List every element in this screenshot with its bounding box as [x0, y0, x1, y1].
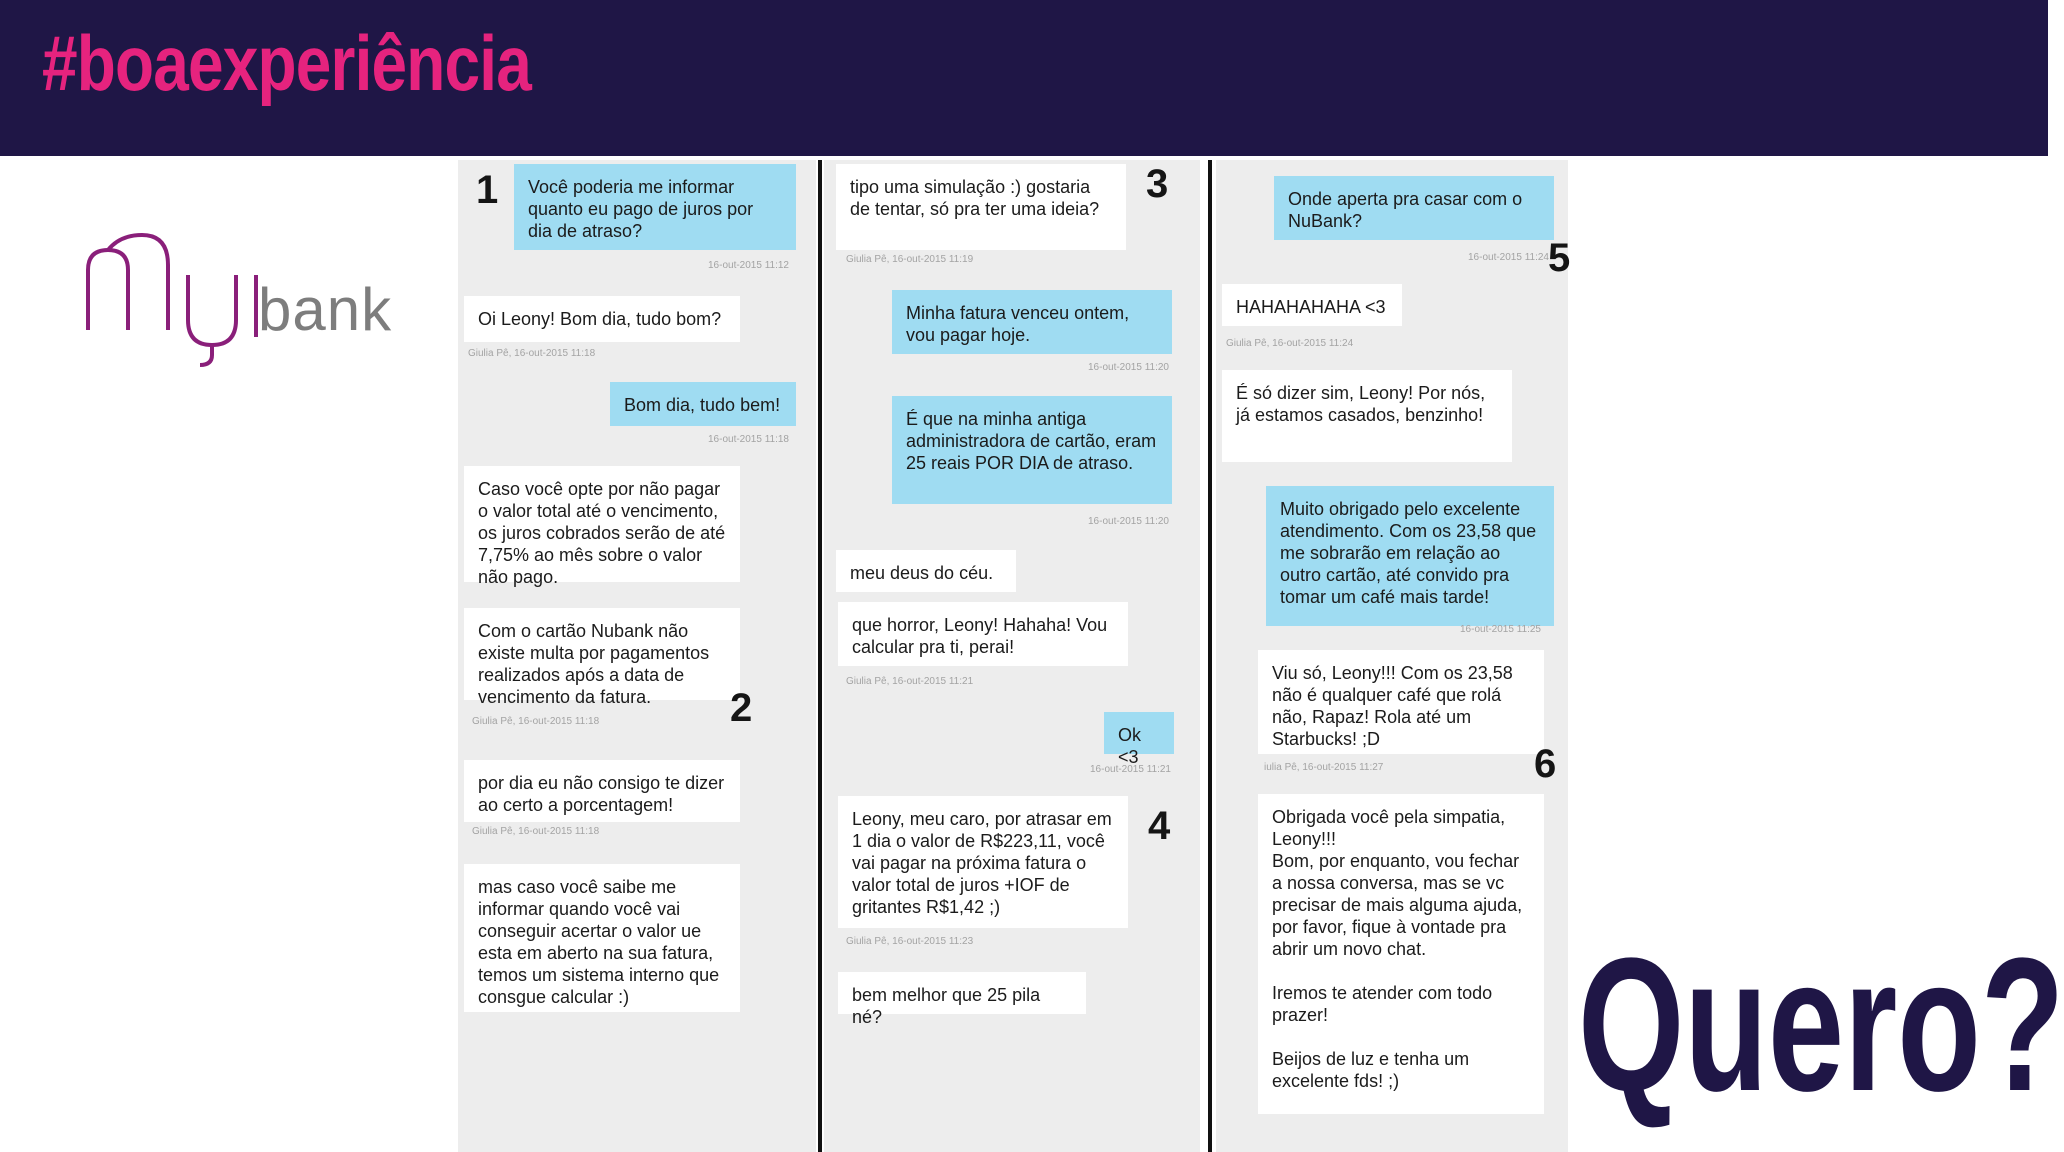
chat-bubble-user: Muito obrigado pelo excelente atendimento. Com os 23,58 que me sobrarão em relação ao outro cartão, até convido pra tomar um café mais tarde!: [1266, 486, 1554, 626]
message-timestamp: Giulia Pê, 16-out-2015 11:19: [846, 254, 974, 265]
chat-bubble-user: Você poderia me informar quanto eu pago de juros por dia de atraso?: [514, 164, 796, 250]
message-timestamp: iulia Pê, 16-out-2015 11:27: [1264, 762, 1384, 773]
chat-bubble-agent: Com o cartão Nubank não existe multa por pagamentos realizados após a data de vencimento da fatura.: [464, 608, 740, 700]
panel-divider: [818, 160, 822, 1152]
step-number: 5: [1548, 236, 1571, 280]
panel-divider: [1208, 160, 1212, 1152]
step-number: 6: [1534, 742, 1557, 786]
step-number: 3: [1146, 162, 1169, 206]
message-timestamp: Giulia Pê, 16-out-2015 11:18: [472, 716, 600, 727]
chat-bubble-user: Bom dia, tudo bem!: [610, 382, 796, 426]
message-timestamp: Giulia Pê, 16-out-2015 11:23: [846, 936, 974, 947]
message-timestamp: 16-out-2015 11:20: [1088, 516, 1169, 527]
chat-bubble-agent: meu deus do céu.: [836, 550, 1016, 592]
chat-panel-2: [824, 160, 1200, 1152]
chat-bubble-agent: bem melhor que 25 pila né?: [838, 972, 1086, 1014]
step-number: 1: [476, 168, 499, 212]
chat-panel-1: [458, 160, 816, 1152]
step-number: 2: [730, 686, 753, 730]
chat-panel-3: [1216, 160, 1571, 1152]
chat-bubble-agent: Viu só, Leony!!! Com os 23,58 não é qualquer café que rolá não, Rapaz! Rola até um Starbucks! ;D: [1258, 650, 1544, 754]
chat-bubble-user: É que na minha antiga administradora de cartão, eram 25 reais POR DIA de atraso.: [892, 396, 1172, 504]
message-timestamp: Giulia Pê, 16-out-2015 11:18: [472, 826, 600, 837]
message-timestamp: 16-out-2015 11:18: [708, 434, 789, 445]
call-to-action-text: Quero?: [1578, 919, 2064, 1131]
hashtag-title: #boaexperiência: [42, 19, 531, 107]
chat-bubble-user: Minha fatura venceu ontem, vou pagar hoje.: [892, 290, 1172, 354]
chat-bubble-agent: Leony, meu caro, por atrasar em 1 dia o valor de R$223,11, você vai pagar na próxima fatura o valor total de juros +IOF de gritantes R$1,42 ;): [838, 796, 1128, 928]
message-timestamp: Giulia Pê, 16-out-2015 11:21: [846, 676, 974, 687]
chat-bubble-agent: tipo uma simulação :) gostaria de tentar, só pra ter uma ideia?: [836, 164, 1126, 250]
message-timestamp: 16-out-2015 11:25: [1460, 624, 1541, 635]
step-number: 4: [1148, 804, 1171, 848]
chat-bubble-user: Onde aperta pra casar com o NuBank?: [1274, 176, 1554, 240]
message-timestamp: 16-out-2015 11:12: [708, 260, 789, 271]
message-timestamp: 16-out-2015 11:21: [1090, 764, 1171, 775]
chat-bubble-agent: que horror, Leony! Hahaha! Vou calcular pra ti, perai!: [838, 602, 1128, 666]
chat-bubble-agent: Caso você opte por não pagar o valor total até o vencimento, os juros cobrados serão de até 7,75% ao mês sobre o valor não pago.: [464, 466, 740, 582]
header-bar: [0, 0, 2048, 156]
chat-bubble-agent: Obrigada você pela simpatia, Leony!!! Bom, por enquanto, vou fechar a nossa conversa, mas se vc precisar de mais alguma ajuda, por favor, fique à vontade pra abrir um novo chat. Iremos te atender com todo prazer! Beijos de luz e tenha um excelente fds! ;): [1258, 794, 1544, 1114]
chat-bubble-agent: HAHAHAHAHA <3: [1222, 284, 1402, 326]
message-timestamp: 16-out-2015 11:20: [1088, 362, 1169, 373]
chat-bubble-agent: mas caso você saibe me informar quando você vai conseguir acertar o valor ue esta em aberto na sua fatura, temos um sistema interno que consgue calcular :): [464, 864, 740, 1012]
message-timestamp: 16-out-2015 11:24: [1468, 252, 1549, 263]
chat-bubble-user: Ok <3: [1104, 712, 1174, 754]
chat-bubble-agent: por dia eu não consigo te dizer ao certo a porcentagem!: [464, 760, 740, 822]
chat-bubble-agent: É só dizer sim, Leony! Por nós, já estamos casados, benzinho!: [1222, 370, 1512, 462]
message-timestamp: Giulia Pê, 16-out-2015 11:24: [1226, 338, 1354, 349]
message-timestamp: Giulia Pê, 16-out-2015 11:18: [468, 348, 596, 359]
chat-bubble-agent: Oi Leony! Bom dia, tudo bom?: [464, 296, 740, 342]
logo-bank-text: bank: [258, 276, 393, 343]
